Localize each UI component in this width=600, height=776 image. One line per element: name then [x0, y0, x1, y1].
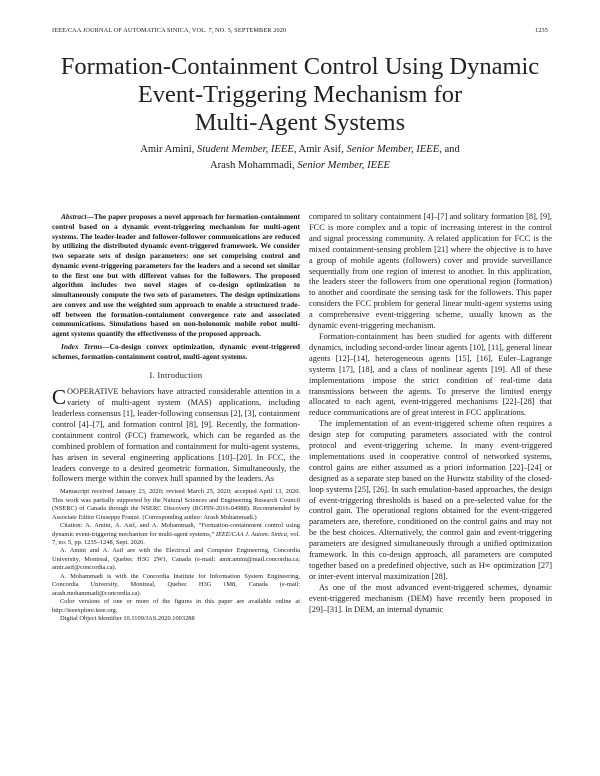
section-heading-introduction: I. Introduction	[149, 371, 203, 381]
index-terms	[52, 342, 300, 362]
author-line-2	[60, 158, 540, 174]
citation-text: Citation: A. Amini, A. Asif, and A. Mohammadi, “Formation-containment control using dynamic event-triggering mechanism for multi-agent systems,”	[52, 522, 300, 538]
index-terms-label: Index Terms	[61, 341, 103, 351]
body-paragraph-3: The implementation of an event-triggered scheme often requires a design step for computing parameters associated with the control protocol and event-triggering scheme. In many event-triggered implementations used in cooperative control of networked systems, control gains are either assumed as a priori information [22]–[24] or designed as a separate step based on the Hurwitz stability of the closed-loop systems [25], [26]. In such emulation-based approaches, the design of event-triggering thresholds is based on a pre-selected value for the control gain. The operational regions obtained for the event-triggered parameters are, therefore, conditioned on the control gains and may not be the best choices. Alternatively, the control gain and event-triggering parameters are designed simultaneously through a unified optimization framework. In this co-design approach, all parameters are computed together based on a predefined objective, such as H∞ optimization [27] or inter-event interval maximization [28].	[309, 419, 552, 581]
author-1-role: Student Member, IEEE	[197, 144, 294, 155]
author-line-1	[60, 142, 540, 158]
page-number: 1235	[535, 27, 548, 34]
paper-title	[40, 53, 560, 137]
footnote-citation	[52, 522, 300, 547]
author-3-role: Senior Member, IEEE	[297, 159, 391, 171]
journal-name: IEEE/CAA JOURNAL OF AUTOMATICA SINICA, VOL. 7, NO. 5, SEPTEMBER 2020	[52, 27, 287, 34]
intro-paragraph-1-text: OOPERATIVE behaviors have attracted considerable attention in a variety of multi-agent system (MAS) applications, including leaderless consensus [1], leader-following consensus [2], [3], containment control [4]–[7], and formation control [8], [9]. Recently, the formation-containment control (FCC) framework, which can be regarded as the combined problem of formation and containment for multi-agent systems, has arisen in several engineering applications [10]–[20]. In FCC, the leaders converge to a desired geometric formation. Simultaneously, the followers merge within the convex hull spanned by the leaders. As	[52, 387, 300, 484]
running-header	[52, 27, 548, 34]
footnote-doi: Digital Object Identifier 10.1109/JAS.2020.1003288	[60, 615, 195, 623]
citation-journal: IEEE/CAA J. Autom. Sinica	[215, 530, 287, 538]
body-paragraph-4: As one of the most advanced event-triggered schemes, dynamic event-triggered mechanism (DEM) have recently been proposed in [29]–[31]. In DEM, an internal dynamic	[309, 582, 552, 614]
title-line-1: Formation-Containment Control Using Dynamic	[60, 53, 540, 80]
author-1: Amir Amini,	[140, 144, 195, 155]
footnote-manuscript: Manuscript received January 23, 2020; revised March 25, 2020; accepted April 13, 2020. This work was partially supported by the Natural Sciences and Engineering Research Council (NSERC) of Canada through the NSERC Discovery (RGPIN-2016-04988). Recommended by Associate Editor Giuseppe Franzè. (Corresponding author: Arash Mohammadi.)	[52, 488, 300, 521]
author-2-role: Senior Member, IEEE	[346, 144, 440, 155]
index-terms-text: —Co-design convex optimization, dynamic event-triggered schemes, formation-containment control, multi-agent systems.	[52, 341, 300, 361]
drop-cap: C	[52, 385, 67, 410]
footnote-affiliation-1: A. Amini and A. Asif are with the Electrical and Computer Engineering, Concordia University, Montreal, Quebec H3G 2W1, Canada (e-mail: amir.amini@mail.concordia.ca; amir.asif@concordia.ca).	[52, 547, 300, 572]
abstract-text: —The paper proposes a novel approach for formation-containment control based on a dynamic event-triggering mechanism for multi-agent systems. The leader-leader and follower-follower communications are reduced by utilizing the distributed dynamic event-triggered framework. We consider two separate sets of design parameters: one set comprising control and dynamic event-triggering parameters for the leaders and a second set similar to the first one but with different values for the followers. The proposed algorithm includes two novel stages of co-design optimization to simultaneously compute the two sets of parameters. The design optimizations are convex and use the weighted sum approach to enable a structured trade-off between the formation-containment convergence rate and associated communications. Simulations based on non-holonomic mobile robot multi-agent systems quantify the effectiveness of the proposed approach.	[52, 212, 300, 338]
title-line-3: Multi-Agent Systems	[194, 109, 406, 136]
author-conjunction: , and	[439, 144, 460, 155]
citation-details: , vol. 7, no. 5, pp. 1235–1248, Sept. 2020.	[52, 530, 300, 547]
left-column	[52, 212, 300, 624]
footnote-affiliation-2: A. Mohammadi is with the Concordia Institute for Information System Engineering, Concordia University, Montreal, Quebec H3G 1M8, Canada (e-mail: arash.mohammadi@concordia.ca).	[52, 572, 300, 597]
right-column	[309, 212, 552, 616]
title-line-2: Event-Triggering Mechanism for	[137, 81, 463, 108]
author-3: Arash Mohammadi,	[209, 159, 295, 171]
abstract-label: Abstract	[61, 212, 87, 221]
footnote-color-versions: Color versions of one or more of the figures in this paper are available online at http://ieeexplore.ieee.org.	[52, 598, 300, 614]
author-list	[60, 142, 540, 173]
abstract	[52, 212, 300, 339]
intro-paragraph-1	[52, 387, 300, 485]
body-paragraph-2: Formation-containment has been studied for agents with different dynamics, including second-order linear agents [10], [11], general linear agents [12]–[14], heterogeneous agents [15], [16], Euler–Lagrange systems [17], [18], and a class of nonlinear agents [19]. All of these implementations impose the strict condition of real-time data transmissions between the agents. To preserve the limited energy allocated to each agent, event-triggered mechanisms [22]–[28] that reduce communications are of great interest in FCC applications.	[309, 331, 552, 418]
author-2: , Amir Asif,	[293, 144, 344, 155]
body-paragraph-1: compared to solitary containment [4]–[7] and solitary formation [8], [9], FCC is more complex and a topic of increasing interest in the control and signal processing community. A related application for FCC is the mixed containment-sensing problem [21] where the objective is to have a group of mobile agents (followers) cover and provide surveillance sequentially from one region of interest to another. In this application, the leaders steer the followers from one operational region (formation) to another and coordinate the sensing task for the followers. This paper considers the FCC problem for general linear multi-agent systems using a comprehensive event-triggering scheme, usually known as the dynamic event-triggering mechanism.	[309, 212, 552, 331]
